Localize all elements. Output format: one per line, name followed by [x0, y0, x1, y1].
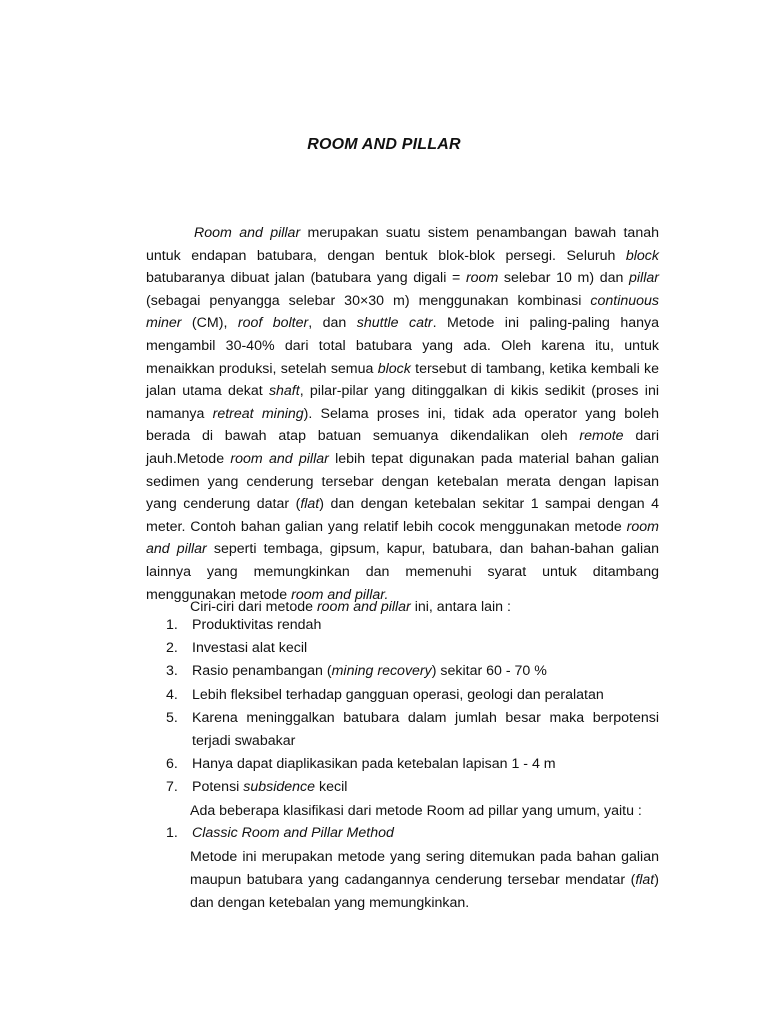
- klasifikasi-number: 1.: [166, 825, 178, 841]
- ciri-list-item: [166, 614, 659, 637]
- italic-text-run: shuttle catr: [356, 315, 433, 332]
- klasifikasi-item: [166, 822, 659, 845]
- ciri-intro-italic: room and pillar: [316, 599, 411, 615]
- text-run: . Metode ini paling-paling hanya mengambil 30-40% dari total batubara yang ada. Oleh karena itu, untuk menaikkan produksi, setelah semua: [146, 315, 660, 377]
- list-number: 4.: [166, 686, 178, 703]
- list-number: 7.: [166, 779, 178, 796]
- ciri-list-item: [166, 660, 659, 683]
- text-run: ) dan dengan ketebalan sekitar 1 sampai dengan 4 meter. Contoh bahan galian yang relatif lebih cocok menggunakan metode: [146, 496, 659, 535]
- text-run: Metode ini merupakan metode yang sering ditemukan pada bahan galian maupun batubara yang cadangannya cenderung tersebar mendatar (: [190, 849, 659, 888]
- list-text: [192, 707, 659, 753]
- list-number: 2.: [166, 640, 178, 657]
- list-number: 6.: [166, 756, 178, 773]
- italic-text-run: block: [625, 247, 659, 264]
- text-run: Potensi: [192, 779, 244, 796]
- klasifikasi-list: [166, 822, 659, 845]
- ciri-list-item: [166, 707, 659, 753]
- list-text: [192, 637, 659, 660]
- text-run: kecil: [315, 779, 348, 796]
- list-text: [192, 684, 659, 707]
- text-run: ) sekitar 60 - 70 %: [431, 663, 547, 680]
- text-run: (CM),: [181, 315, 238, 332]
- italic-text-run: room and pillar.: [291, 586, 389, 603]
- list-text: [192, 776, 659, 799]
- italic-text-run: retreat mining: [212, 405, 304, 422]
- list-number: 1.: [166, 617, 178, 633]
- intro-paragraph-block: [146, 222, 659, 606]
- italic-text-run: pillar: [629, 270, 659, 287]
- text-run: , pilar-pilar yang ditinggalkan di kikis sedikit (proses ini namanya: [146, 383, 659, 422]
- italic-text-run: roof bolter: [237, 315, 309, 332]
- klasifikasi-title: Classic Room and Pillar Method: [192, 825, 394, 841]
- list-text: [192, 753, 659, 776]
- text-run: batubaranya dibuat jalan (batubara yang digali =: [146, 270, 466, 287]
- klasifikasi-description: [190, 846, 659, 914]
- ciri-list-item: [166, 637, 659, 660]
- text-run: ). Selama proses ini, tidak ada operator yang boleh berada di bawah atap batuan semuanya dikendalikan oleh: [146, 405, 659, 445]
- page-title: ROOM AND PILLAR: [307, 136, 461, 153]
- text-run: selebar 10 m) dan: [498, 270, 630, 287]
- italic-text-run: block: [377, 360, 411, 377]
- italic-text-run: continuous miner: [146, 292, 659, 332]
- italic-text-run: room: [465, 270, 499, 287]
- text-run: dari jauh.Metode: [146, 428, 659, 467]
- text-run: merupakan suatu sistem penambangan bawah tanah untuk endapan batubara, dengan bentuk blok-blok persegi. Seluruh: [146, 225, 659, 264]
- text-run: (sebagai penyangga selebar 30×30 m) menggunakan kombinasi: [146, 292, 591, 309]
- italic-text-run: remote: [579, 428, 624, 445]
- list-text: [192, 614, 659, 637]
- text-run: Produktivitas rendah: [192, 617, 322, 633]
- italic-text-run: room and pillar: [230, 450, 329, 467]
- list-number: 5.: [166, 709, 178, 726]
- ciri-list-item: [166, 776, 659, 799]
- text-run: Karena meninggalkan batubara dalam jumlah besar maka berpotensi terjadi swabakar: [192, 709, 659, 750]
- ciri-intro-before: Ciri-ciri dari metode: [190, 599, 317, 615]
- italic-text-run: room and pillar: [146, 518, 659, 558]
- italic-text-run: shaft: [268, 383, 300, 400]
- italic-text-run: Room and pillar: [194, 225, 301, 241]
- list-number: 3.: [166, 663, 178, 680]
- list-text: [192, 660, 659, 683]
- text-run: lebih tepat digunakan pada material bahan galian sedimen yang cenderung tersebar dengan ketebalan merata dengan lapisan yang cenderung datar (: [146, 450, 660, 513]
- klasifikasi-intro: Ada beberapa klasifikasi dari metode Room ad pillar yang umum, yaitu :: [190, 803, 642, 819]
- ciri-list-item: [166, 753, 659, 776]
- italic-text-run: flat: [300, 496, 320, 513]
- text-run: seperti tembaga, gipsum, kapur, batubara, dan bahan-bahan galian lainnya yang memungkinkan dan memenuhi syarat untuk ditambang menggunakan metode: [146, 541, 659, 603]
- text-run: , dan: [308, 315, 357, 332]
- text-run: Investasi alat kecil: [192, 640, 308, 657]
- ciri-list-item: [166, 684, 659, 707]
- text-run: tersebut di tambang, ketika kembali ke jalan utama dekat: [146, 360, 659, 400]
- italic-text-run: subsidence: [243, 779, 316, 796]
- italic-text-run: flat: [635, 871, 655, 888]
- text-run: Hanya dapat diaplikasikan pada ketebalan lapisan 1 - 4 m: [192, 756, 556, 773]
- text-run: Rasio penambangan (: [192, 663, 332, 680]
- ciri-intro-after: ini, antara lain :: [410, 599, 511, 615]
- intro-paragraph: [146, 222, 659, 606]
- italic-text-run: mining recovery: [331, 663, 432, 680]
- text-run: Lebih fleksibel terhadap gangguan operasi, geologi dan peralatan: [192, 686, 604, 703]
- ciri-list: [166, 614, 659, 800]
- text-run: ) dan dengan ketebalan yang memungkinkan.: [190, 871, 659, 911]
